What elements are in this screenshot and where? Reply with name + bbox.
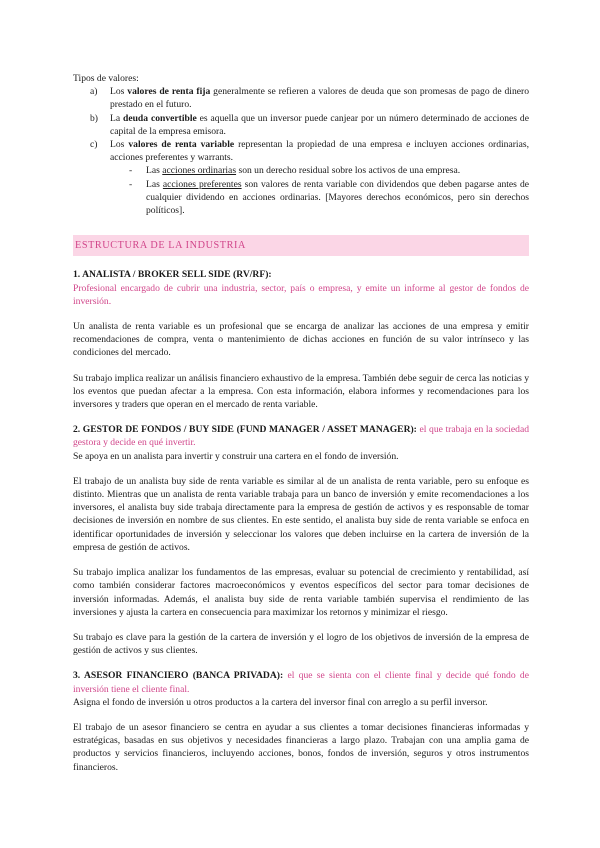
section-3-paragraph: El trabajo de un asesor financiero se centra en ayudar a sus clientes a tomar decisiones financieras informadas y estratégicas, basadas en sus objetivos y necesidades financieras a largo plazo. Trabajan con una amplia gama de productos y servicios financieros, incluyendo acciones, bonos, fondos de inversión, seguros y otros instrumentos financieros. (73, 721, 529, 773)
list-dash: - (129, 178, 133, 190)
list-item: a) Los valores de renta fija generalmente se refieren a valores de deuda que son promesas de pago de dinero prestado en el futuro. (90, 86, 529, 111)
types-list (73, 85, 529, 217)
list-item: - Las acciones preferentes son valores de renta variable con dividendos que deben pagarse antes de cualquier dividendo en acciones ordinarias. [Mayores derechos económicos, pero sin derechos políticos]. (129, 178, 529, 217)
section-banner: ESTRUCTURA DE LA INDUSTRIA (73, 235, 529, 256)
section-3-line: Asigna el fondo de inversión u otros productos a la cartera del inversor final con arreglo a su perfil inversor. (73, 696, 488, 708)
underlined-term: acciones preferentes (162, 178, 242, 190)
bold-term: deuda convertible (123, 112, 197, 124)
list-dash: - (129, 165, 133, 177)
bold-term: valores de renta fija (127, 86, 211, 98)
section-2-paragraph: Su trabajo implica analizar los fundamentos de las empresas, evaluar su potencial de crecimiento y rentabilidad, así como también considerar factores macroeconómicos y eventos específicos del sector para tomar decisiones de inversión informadas. Además, el analista buy side de renta variable también supervisa el rendimiento de las inversiones y ajusta la cartera en consecuencia para maximizar los retornos y minimizar el riesgo. (73, 567, 529, 618)
section-2-paragraph: El trabajo de un analista buy side de renta variable es similar al de un analista de renta variable, pero su enfoque es distinto. Mientras que un analista de renta variable trabaja para un banco de inversión y emite recomendaciones a los inversores, el analista buy side trabaja directamente para la empresa de gestión de activos y es responsable de tomar decisiones de inversión en nombre de sus clientes. En este sentido, el analista buy side de renta variable se enfoca en identificar oportunidades de inversión y seleccionar los valores que deben incluirse en la cartera de inversión de la empresa de gestión de activos. (73, 475, 529, 553)
section-2-heading: 2. GESTOR DE FONDOS / BUY SIDE (FUND MANAGER / ASSET MANAGER): (73, 424, 417, 436)
section-1-paragraph: Un analista de renta variable es un profesional que se encarga de analizar las acciones de una empresa y emitir recomendaciones de compra, venta o mantenimiento de dichas acciones en función de su valor intrínseco y las condiciones del mercado. (73, 321, 529, 359)
section-1-heading: 1. ANALISTA / BROKER SELL SIDE (RV/RF): (73, 269, 272, 281)
subtypes-list (73, 164, 529, 217)
list-item: - Las acciones ordinarias son un derecho residual sobre los activos de una empresa. (129, 165, 461, 177)
section-1-highlight: Profesional encargado de cubrir una industria, sector, país o empresa, y emite un informe al gestor de fondos de inversión. (73, 282, 529, 307)
section-2-highlight: el que trabaja en la sociedad gestora y decide en qué invertir. (73, 424, 529, 449)
section-2-line: Se apoya en un analista para invertir y construir una cartera en el fondo de inversión. (73, 450, 399, 462)
section-3-highlight: el que se sienta con el cliente final y decide qué fondo de inversión tiene el cliente final. (73, 670, 529, 695)
list-marker: c) (90, 139, 98, 151)
list-item: b) La deuda convertible es aquella que un inversor puede canjear por un número determinado de acciones de capital de la empresa emisora. (90, 112, 529, 137)
list-marker: a) (90, 86, 98, 98)
section-2-paragraph: Su trabajo es clave para la gestión de la cartera de inversión y el logro de los objetivos de inversión de la empresa de gestión de activos y sus clientes. (73, 631, 529, 657)
section-1-paragraph: Su trabajo implica realizar un análisis financiero exhaustivo de la empresa. También debe seguir de cerca las noticias y los eventos que puedan afectar a la empresa. Con esta información, elabora informes y recomendaciones para los inversores y traders que operan en el mercado de renta variable. (73, 372, 530, 411)
section-2-title (73, 423, 529, 449)
list-marker: b) (90, 112, 98, 124)
bold-term: valores de renta variable (128, 139, 235, 151)
document-page (73, 72, 529, 774)
section-3-title (73, 669, 529, 695)
list-item: c) Los valores de renta variable representan la propiedad de una empresa e incluyen acciones ordinarias, acciones preferentes y warrants. - Las acciones ordinarias son un derecho residual sobre los activos de una empresa. - Las acciones preferentes son valores de renta variable con dividendos que deben pagarse antes de cualquier dividendo en acciones ordinarias. [Mayores derechos económicos, pero sin derechos políticos]. (73, 138, 529, 217)
underlined-term: acciones ordinarias (162, 165, 237, 177)
intro-text: Tipos de valores: (73, 73, 139, 84)
section-3-heading: 3. ASESOR FINANCIERO (BANCA PRIVADA): (73, 670, 284, 682)
